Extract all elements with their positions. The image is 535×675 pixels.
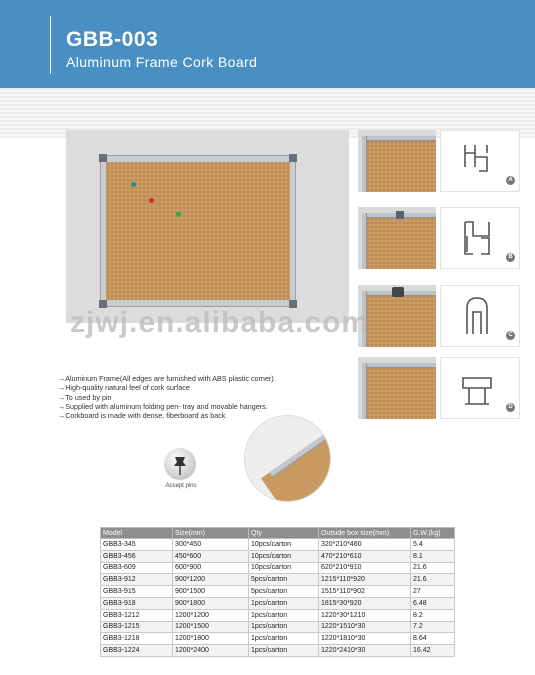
table-row bbox=[101, 586, 455, 598]
corner-detail-photo bbox=[358, 207, 436, 269]
table-row bbox=[101, 539, 455, 551]
table-cell: 16.42 bbox=[411, 645, 455, 657]
table-cell: 1pcs/carton bbox=[249, 645, 319, 657]
table-cell: 21.6 bbox=[411, 562, 455, 574]
table-cell: 1215*110*920 bbox=[319, 574, 411, 586]
feature-item: →Aluminum Frame(All edges are furnished with ABS plastic corner). bbox=[58, 374, 276, 383]
feature-list bbox=[58, 374, 358, 420]
table-row bbox=[101, 645, 455, 657]
table-cell: 6.48 bbox=[411, 597, 455, 609]
table-cell: 1815*30*920 bbox=[319, 597, 411, 609]
table-cell: 5.4 bbox=[411, 539, 455, 551]
table-cell: 1200*1800 bbox=[173, 633, 249, 645]
table-cell: 1220*2410*30 bbox=[319, 645, 411, 657]
feature-item: →Corkboard is made with dense, fiberboard as back bbox=[58, 411, 226, 421]
corner-detail-photo bbox=[358, 357, 436, 419]
table-row bbox=[101, 562, 455, 574]
table-cell: 450*600 bbox=[173, 550, 249, 562]
product-code: GBB-003 bbox=[66, 28, 159, 51]
table-cell: 27 bbox=[411, 586, 455, 598]
table-cell: 1pcs/carton bbox=[249, 609, 319, 621]
header-banner bbox=[0, 0, 535, 88]
table-cell: GBB3-1215 bbox=[101, 621, 173, 633]
table-cell: 900*1500 bbox=[173, 586, 249, 598]
table-cell: 620*210*910 bbox=[319, 562, 411, 574]
table-header-row bbox=[101, 528, 455, 539]
corner-cap bbox=[99, 154, 107, 162]
table-row bbox=[101, 633, 455, 645]
frame-profile-b bbox=[440, 207, 520, 269]
column-header: Size(mm) bbox=[173, 528, 249, 539]
profile-label: C bbox=[506, 331, 515, 340]
table-cell: 5pcs/carton bbox=[249, 586, 319, 598]
table-cell: 8.64 bbox=[411, 633, 455, 645]
table-cell: 7.2 bbox=[411, 621, 455, 633]
table-cell: 1220*1510*30 bbox=[319, 621, 411, 633]
feature-item: →To used by pin bbox=[58, 392, 112, 402]
table-cell: GBB3-1224 bbox=[101, 645, 173, 657]
push-pin bbox=[131, 182, 136, 187]
column-header: G.W.(kg) bbox=[411, 528, 455, 539]
table-cell: GBB3-918 bbox=[101, 597, 173, 609]
table-row bbox=[101, 574, 455, 586]
column-header: Outside box size(mm) bbox=[319, 528, 411, 539]
table-cell: 600*900 bbox=[173, 562, 249, 574]
column-header: Model bbox=[101, 528, 173, 539]
header-divider bbox=[50, 16, 51, 74]
table-cell: 1200*1200 bbox=[173, 609, 249, 621]
table-cell: 900*1200 bbox=[173, 574, 249, 586]
watermark-text: zjwj.en.alibaba.com bbox=[70, 306, 370, 339]
column-header: Qty bbox=[249, 528, 319, 539]
table-cell: 900*1800 bbox=[173, 597, 249, 609]
table-row bbox=[101, 597, 455, 609]
table-cell: 1220*30*1210 bbox=[319, 609, 411, 621]
table-cell: GBB3-915 bbox=[101, 586, 173, 598]
table-row bbox=[101, 621, 455, 633]
table-cell: 10pcs/carton bbox=[249, 539, 319, 551]
push-pin-icon bbox=[164, 448, 196, 480]
table-cell: 10pcs/carton bbox=[249, 562, 319, 574]
cork-board-image bbox=[100, 155, 296, 307]
table-cell: GBB3-456 bbox=[101, 550, 173, 562]
hanger-detail-photo bbox=[244, 415, 331, 502]
table-row bbox=[101, 550, 455, 562]
table-cell: 470*210*610 bbox=[319, 550, 411, 562]
product-name: Aluminum Frame Cork Board bbox=[66, 54, 258, 70]
frame-profile-a bbox=[440, 130, 520, 192]
frame-profile-d bbox=[440, 357, 520, 419]
table-cell: 1515*110*902 bbox=[319, 586, 411, 598]
table-cell: 300*450 bbox=[173, 539, 249, 551]
table-cell: 320*210*460 bbox=[319, 539, 411, 551]
spec-table bbox=[100, 527, 455, 657]
profile-label: B bbox=[506, 253, 515, 262]
corner-cap bbox=[289, 154, 297, 162]
table-cell: GBB3-1218 bbox=[101, 633, 173, 645]
table-cell: 1pcs/carton bbox=[249, 633, 319, 645]
profile-label: D bbox=[506, 403, 515, 412]
table-cell: 1pcs/carton bbox=[249, 621, 319, 633]
table-cell: 1200*1500 bbox=[173, 621, 249, 633]
push-pin bbox=[176, 212, 181, 217]
table-cell: 21.6 bbox=[411, 574, 455, 586]
table-cell: 1pcs/carton bbox=[249, 597, 319, 609]
table-cell: 1200*2400 bbox=[173, 645, 249, 657]
feature-item: →Supplied with aluminum folding pen- tray and movable hangers. bbox=[58, 401, 268, 411]
table-cell: GBB3-1212 bbox=[101, 609, 173, 621]
table-cell: 10pcs/carton bbox=[249, 550, 319, 562]
table-cell: 5pcs/carton bbox=[249, 574, 319, 586]
table-cell: GBB3-345 bbox=[101, 539, 173, 551]
feature-item: →High-quality natural feel of cork surface bbox=[58, 383, 190, 393]
profile-label: A bbox=[506, 176, 515, 185]
push-pin bbox=[149, 198, 154, 203]
table-cell: 8.1 bbox=[411, 550, 455, 562]
table-cell: 1220*1810*30 bbox=[319, 633, 411, 645]
table-cell: GBB3-912 bbox=[101, 574, 173, 586]
corner-detail-photo bbox=[358, 130, 436, 192]
pin-caption: Accept pins bbox=[165, 483, 197, 489]
table-row bbox=[101, 609, 455, 621]
table-cell: GBB3-609 bbox=[101, 562, 173, 574]
table-cell: 8.2 bbox=[411, 609, 455, 621]
